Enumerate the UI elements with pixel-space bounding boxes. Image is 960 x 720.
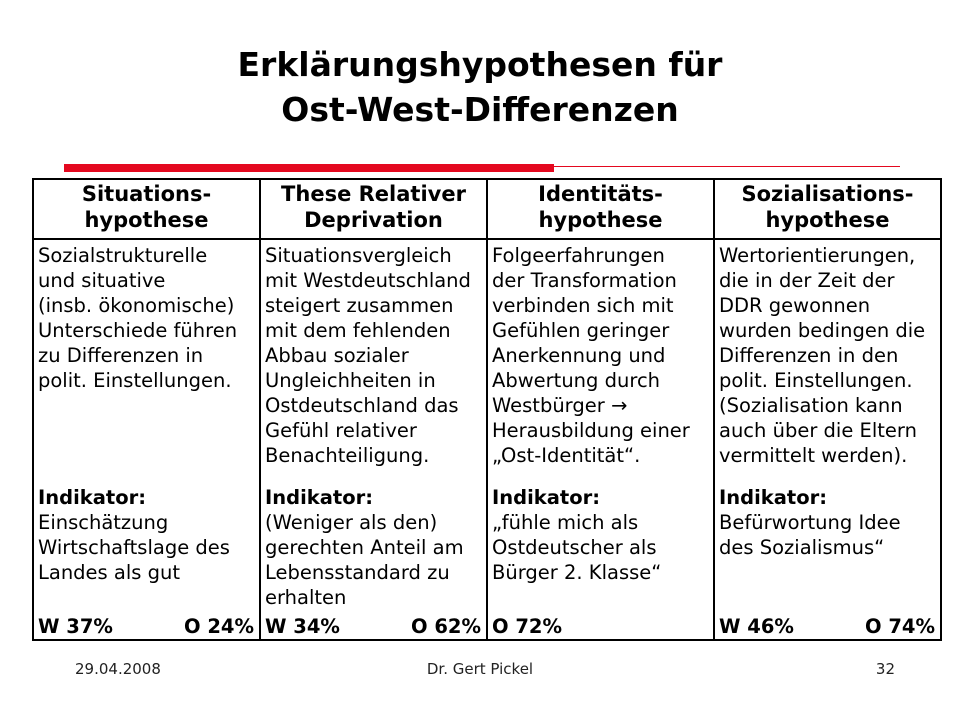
description-row [33, 239, 941, 640]
indicator-line: Wirtschaftslage des [38, 536, 230, 559]
description-line: Ostdeutschland das [265, 394, 459, 417]
indicator-text [265, 510, 483, 610]
column-header-line: Identitäts- [538, 182, 663, 206]
description-line: Anerkennung und [492, 344, 666, 367]
indicator-line: gerechten Anteil am [265, 536, 464, 559]
column-header-line: Sozialisations- [741, 182, 914, 206]
indicator-text [492, 510, 710, 610]
description-line: Gefühlen geringer [492, 319, 670, 342]
description-line: die in der Zeit der [719, 269, 895, 292]
description-line: DDR gewonnen [719, 294, 871, 317]
description-line: steigert zusammen [265, 294, 454, 317]
column-header-line: Situations- [81, 182, 212, 206]
title-line-2: Ost-West-Differenzen [281, 90, 679, 129]
footer-page-number: 32 [875, 660, 895, 678]
description-cell [487, 239, 714, 640]
indicator-label: Indikator: [38, 486, 147, 509]
description-cell [714, 239, 941, 640]
description-line: Ungleichheiten in [265, 369, 436, 392]
description-line: auch über die Eltern [719, 419, 917, 442]
description-line: polit. Einstellungen. [38, 369, 232, 392]
indicator-line: Lebensstandard zu [265, 561, 450, 584]
description-line: polit. Einstellungen. [719, 369, 913, 392]
column-header-line: Deprivation [304, 208, 443, 232]
stat-value: O 62% [410, 615, 481, 638]
stat-value: O 74% [864, 615, 935, 638]
indicator-line: (Weniger als den) [265, 511, 438, 534]
description-line: verbinden sich mit [492, 294, 674, 317]
stat-value: O 24% [183, 615, 254, 638]
column-header [714, 179, 941, 239]
indicator-label: Indikator: [492, 486, 601, 509]
indicator-line: Befürwortung Idee [719, 511, 901, 534]
indicator-label: Indikator: [719, 486, 828, 509]
column-header-line: hypothese [765, 208, 890, 232]
hypotheses-table [32, 178, 942, 641]
description-line: Abwertung durch [492, 369, 661, 392]
description-line: Wertorientierungen, [719, 244, 916, 267]
description-line: (Sozialisation kann [719, 394, 903, 417]
indicator-line: „fühle mich als [492, 511, 639, 534]
description-line: Benachteiligung. [265, 444, 430, 467]
stat-value: O 72% [492, 615, 563, 638]
slide-title [0, 42, 960, 132]
survey-stats [38, 614, 256, 639]
survey-stats [265, 614, 483, 639]
column-header [33, 179, 260, 239]
description-line: Folgeerfahrungen [492, 244, 665, 267]
indicator-text [719, 510, 937, 610]
indicator-line: Ostdeutscher als [492, 536, 657, 559]
description-line: Westbürger → [492, 394, 628, 417]
description-line: Situationsvergleich [265, 244, 452, 267]
description-line: „Ost-Identität“. [492, 444, 641, 467]
description-line: mit dem fehlenden [265, 319, 451, 342]
description-cell [33, 239, 260, 640]
column-header-line: These Relativer [281, 182, 466, 206]
indicator-line: Bürger 2. Klasse“ [492, 561, 662, 584]
hypothesis-description [38, 243, 256, 485]
column-header [487, 179, 714, 239]
description-line: zu Differenzen in [38, 344, 204, 367]
header-row [33, 179, 941, 239]
description-line: mit Westdeutschland [265, 269, 471, 292]
hypothesis-description [719, 243, 937, 485]
stat-value: W 37% [38, 615, 113, 638]
title-rule-thin [554, 166, 900, 167]
description-line: Herausbildung einer [492, 419, 690, 442]
column-header [260, 179, 487, 239]
description-line: Sozialstrukturelle [38, 244, 208, 267]
column-header-line: hypothese [538, 208, 663, 232]
footer-date: 29.04.2008 [75, 660, 161, 678]
description-line: (insb. ökonomische) [38, 294, 235, 317]
indicator-label: Indikator: [265, 486, 374, 509]
indicator-line: erhalten [265, 586, 347, 609]
description-line: Unterschiede führen [38, 319, 238, 342]
survey-stats [492, 614, 710, 639]
indicator-line: des Sozialismus“ [719, 536, 885, 559]
survey-stats [719, 614, 937, 639]
description-line: Differenzen in den [719, 344, 899, 367]
description-line: vermittelt werden). [719, 444, 908, 467]
title-rule-thick [64, 164, 554, 172]
description-line: und situative [38, 269, 166, 292]
stat-value: W 34% [265, 615, 340, 638]
description-line: Abbau sozialer [265, 344, 409, 367]
description-cell [260, 239, 487, 640]
indicator-line: Landes als gut [38, 561, 181, 584]
indicator-text [38, 510, 256, 610]
title-line-1: Erklärungshypothesen für [237, 45, 723, 84]
indicator-line: Einschätzung [38, 511, 169, 534]
stat-value: W 46% [719, 615, 794, 638]
description-line: wurden bedingen die [719, 319, 926, 342]
hypothesis-description [492, 243, 710, 485]
column-header-line: hypothese [84, 208, 209, 232]
description-line: Gefühl relativer [265, 419, 417, 442]
description-line: der Transformation [492, 269, 677, 292]
hypothesis-description [265, 243, 483, 485]
footer-author: Dr. Gert Pickel [426, 660, 534, 678]
